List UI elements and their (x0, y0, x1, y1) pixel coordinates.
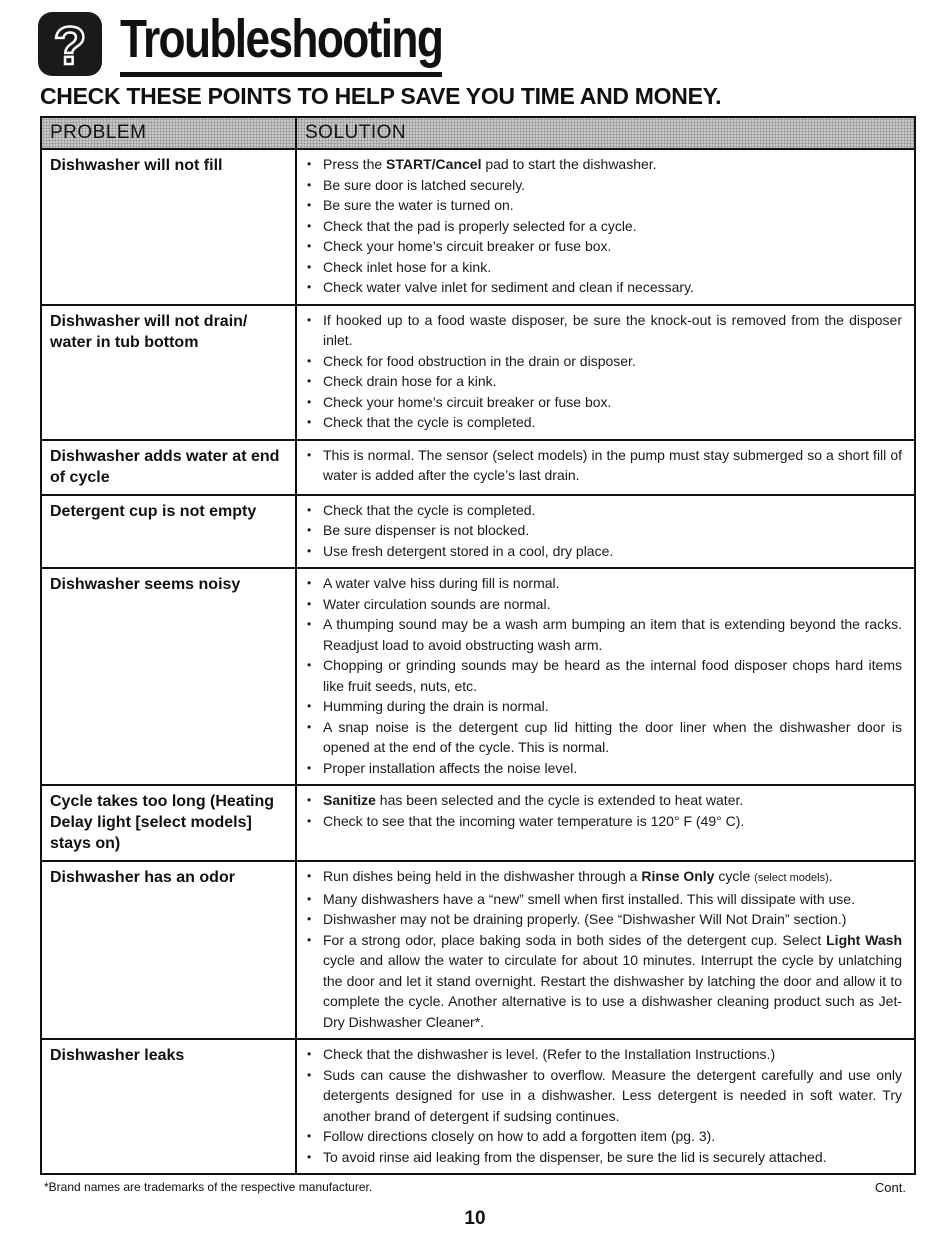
solution-item (301, 758, 902, 779)
troubleshooting-table (40, 116, 916, 1175)
continued-label: Cont. (874, 1180, 906, 1195)
solution-item (301, 1065, 902, 1127)
emphasis-text: START/Cancel (386, 156, 482, 172)
question-mark-icon (38, 12, 102, 76)
solution-text: A water valve hiss during fill is normal. (323, 575, 560, 591)
emphasis-text: Rinse Only (641, 868, 715, 884)
column-header-problem: PROBLEM (41, 117, 296, 149)
solution-item (301, 930, 902, 1033)
solution-list (301, 500, 902, 562)
solution-item (301, 277, 902, 298)
solution-text: (select models) (754, 872, 829, 884)
solution-item (301, 541, 902, 562)
solution-cell (296, 495, 915, 569)
solution-text: Check your home’s circuit breaker or fuse box. (323, 238, 612, 254)
solution-text: Proper installation affects the noise level. (323, 759, 578, 776)
solution-text: Run dishes being held in the dishwasher through a (323, 868, 642, 884)
page-header (38, 8, 918, 78)
solution-text: Follow directions closely on how to add a forgotten item (pg. 3). (323, 1128, 716, 1144)
solution-text: Check water valve inlet for sediment and clean if necessary. (323, 279, 694, 295)
solution-text: This is normal. The sensor (select models) in the pump must stay submerged so a short fill of water is added after the cycle’s last drain. (323, 446, 902, 483)
solution-item (301, 154, 902, 175)
solution-text: Press the (323, 156, 387, 172)
solution-cell (296, 861, 915, 1039)
solution-text: Check that the cycle is completed. (323, 501, 536, 518)
solution-list (301, 866, 902, 1032)
solution-cell (296, 305, 915, 440)
solution-list (301, 154, 902, 298)
table-body (41, 149, 915, 1174)
solution-cell (296, 149, 915, 305)
title-underline (120, 72, 442, 77)
solution-item (301, 790, 902, 811)
solution-item (301, 717, 902, 758)
solution-cell (296, 568, 915, 785)
solution-list (301, 445, 902, 486)
problem-cell: Dishwasher seems noisy (41, 568, 296, 785)
problem-cell: Dishwasher leaks (41, 1039, 296, 1174)
table-row (41, 785, 915, 861)
trademark-footnote: *Brand names are trademarks of the respective manufacturer. (44, 1180, 373, 1194)
table-row (41, 1039, 915, 1174)
solution-text: A snap noise is the detergent cup lid hitting the door liner when the dishwasher door is opened at the end of the cycle. This is normal. (323, 718, 902, 755)
solution-text: Check that the dishwasher is level. (Refer to the Installation Instructions.) (323, 1046, 776, 1062)
solution-text: If hooked up to a food waste disposer, be sure the knock-out is removed from the disposer inlet. (323, 311, 902, 348)
solution-text: A thumping sound may be a wash arm bumping an item that is extending beyond the racks. Readjust load to avoid obstructing wash arm. (323, 616, 902, 653)
solution-text: To avoid rinse aid leaking from the dispenser, be sure the lid is securely attached. (323, 1148, 827, 1165)
solution-item (301, 1147, 902, 1168)
solution-text: Check inlet hose for a kink. (323, 258, 492, 275)
solution-item (301, 655, 902, 696)
solution-item (301, 257, 902, 278)
solution-list (301, 790, 902, 831)
problem-cell: Dishwasher adds water at end of cycle (41, 440, 296, 495)
solution-item (301, 310, 902, 351)
solution-text: For a strong odor, place baking soda in both sides of the detergent cup. Select (323, 931, 827, 948)
solution-text: Check to see that the incoming water temperature is 120° F (49° C). (323, 812, 745, 829)
solution-item (301, 412, 902, 433)
solution-item (301, 351, 902, 372)
solution-item (301, 371, 902, 392)
solution-item (301, 614, 902, 655)
solution-item (301, 1044, 902, 1065)
problem-cell: Dishwasher will not fill (41, 149, 296, 305)
solution-text: Use fresh detergent stored in a cool, dry place. (323, 542, 614, 559)
solution-text: pad to start the dishwasher. (481, 156, 657, 172)
solution-item (301, 1126, 902, 1147)
solution-text: Be sure the water is turned on. (323, 197, 514, 213)
page-subtitle: CHECK THESE POINTS TO HELP SAVE YOU TIME AND MONEY. (40, 83, 722, 109)
solution-item (301, 909, 902, 930)
solution-item (301, 392, 902, 413)
solution-item (301, 573, 902, 594)
solution-item (301, 594, 902, 615)
solution-item (301, 889, 902, 910)
solution-text: Be sure dispenser is not blocked. (323, 522, 530, 538)
solution-text: Check that the cycle is completed. (323, 414, 536, 430)
solution-item (301, 520, 902, 541)
solution-text: Many dishwashers have a “new” smell when first installed. This will dissipate with use. (323, 890, 855, 907)
solution-cell (296, 785, 915, 861)
emphasis-text: Sanitize (323, 792, 376, 808)
solution-text: has been selected and the cycle is extended to heat water. (375, 792, 744, 808)
table-row (41, 495, 915, 569)
solution-text: Chopping or grinding sounds may be heard as the internal food disposer chops hard items like fruit seeds, nuts, etc. (323, 657, 902, 694)
solution-text: Check for food obstruction in the drain or disposer. (323, 352, 636, 369)
solution-text: cycle and allow the water to circulate for about 10 minutes. Interrupt the cycle by unlatching the door and let it stand overnight. Restart the dishwasher by latching the door and allow it to complete the cycle. Another alternative is to use a dishwasher cleaning product such as Jet-Dry Dishwasher Cleaner*. (323, 952, 902, 1030)
solution-item (301, 195, 902, 216)
problem-cell: Dishwasher will not drain/ water in tub bottom (41, 305, 296, 440)
table-row (41, 568, 915, 785)
table-header-row (41, 117, 915, 149)
table-row (41, 440, 915, 495)
emphasis-text: Light Wash (826, 931, 902, 948)
solution-cell (296, 1039, 915, 1174)
problem-cell: Detergent cup is not empty (41, 495, 296, 569)
column-header-solution: SOLUTION (296, 117, 915, 149)
solution-item (301, 216, 902, 237)
table-row (41, 149, 915, 305)
solution-text: Be sure door is latched securely. (323, 176, 526, 193)
solution-item (301, 175, 902, 196)
solution-text: Dishwasher may not be draining properly. (See “Dishwasher Will Not Drain” section.) (323, 911, 847, 927)
solution-item (301, 500, 902, 521)
solution-text: Humming during the drain is normal. (323, 698, 549, 714)
solution-item (301, 811, 902, 832)
svg-text:?: ? (53, 16, 87, 76)
table-row (41, 861, 915, 1039)
solution-list (301, 310, 902, 433)
solution-item (301, 696, 902, 717)
solution-text: cycle (714, 868, 755, 884)
solution-list (301, 1044, 902, 1167)
solution-text: Check that the pad is properly selected for a cycle. (323, 217, 637, 234)
solution-cell (296, 440, 915, 495)
solution-text: Check your home’s circuit breaker or fuse box. (323, 393, 612, 410)
solution-item (301, 445, 902, 486)
solution-text: Suds can cause the dishwasher to overflow. Measure the detergent carefully and use only detergents designed for use in a dishwasher. Less detergent is needed in soft water. Try another brand of detergent if sudsing continues. (323, 1066, 902, 1124)
problem-cell: Dishwasher has an odor (41, 861, 296, 1039)
solution-text: . (828, 868, 833, 884)
solution-item (301, 866, 902, 889)
solution-text: Check drain hose for a kink. (323, 373, 497, 389)
solution-text: Water circulation sounds are normal. (323, 595, 551, 612)
solution-item (301, 236, 902, 257)
problem-cell: Cycle takes too long (Heating Delay light [select models] stays on) (41, 785, 296, 861)
page-title: Troubleshooting (120, 9, 443, 69)
page-number: 10 (464, 1208, 486, 1229)
table-row (41, 305, 915, 440)
solution-list (301, 573, 902, 778)
